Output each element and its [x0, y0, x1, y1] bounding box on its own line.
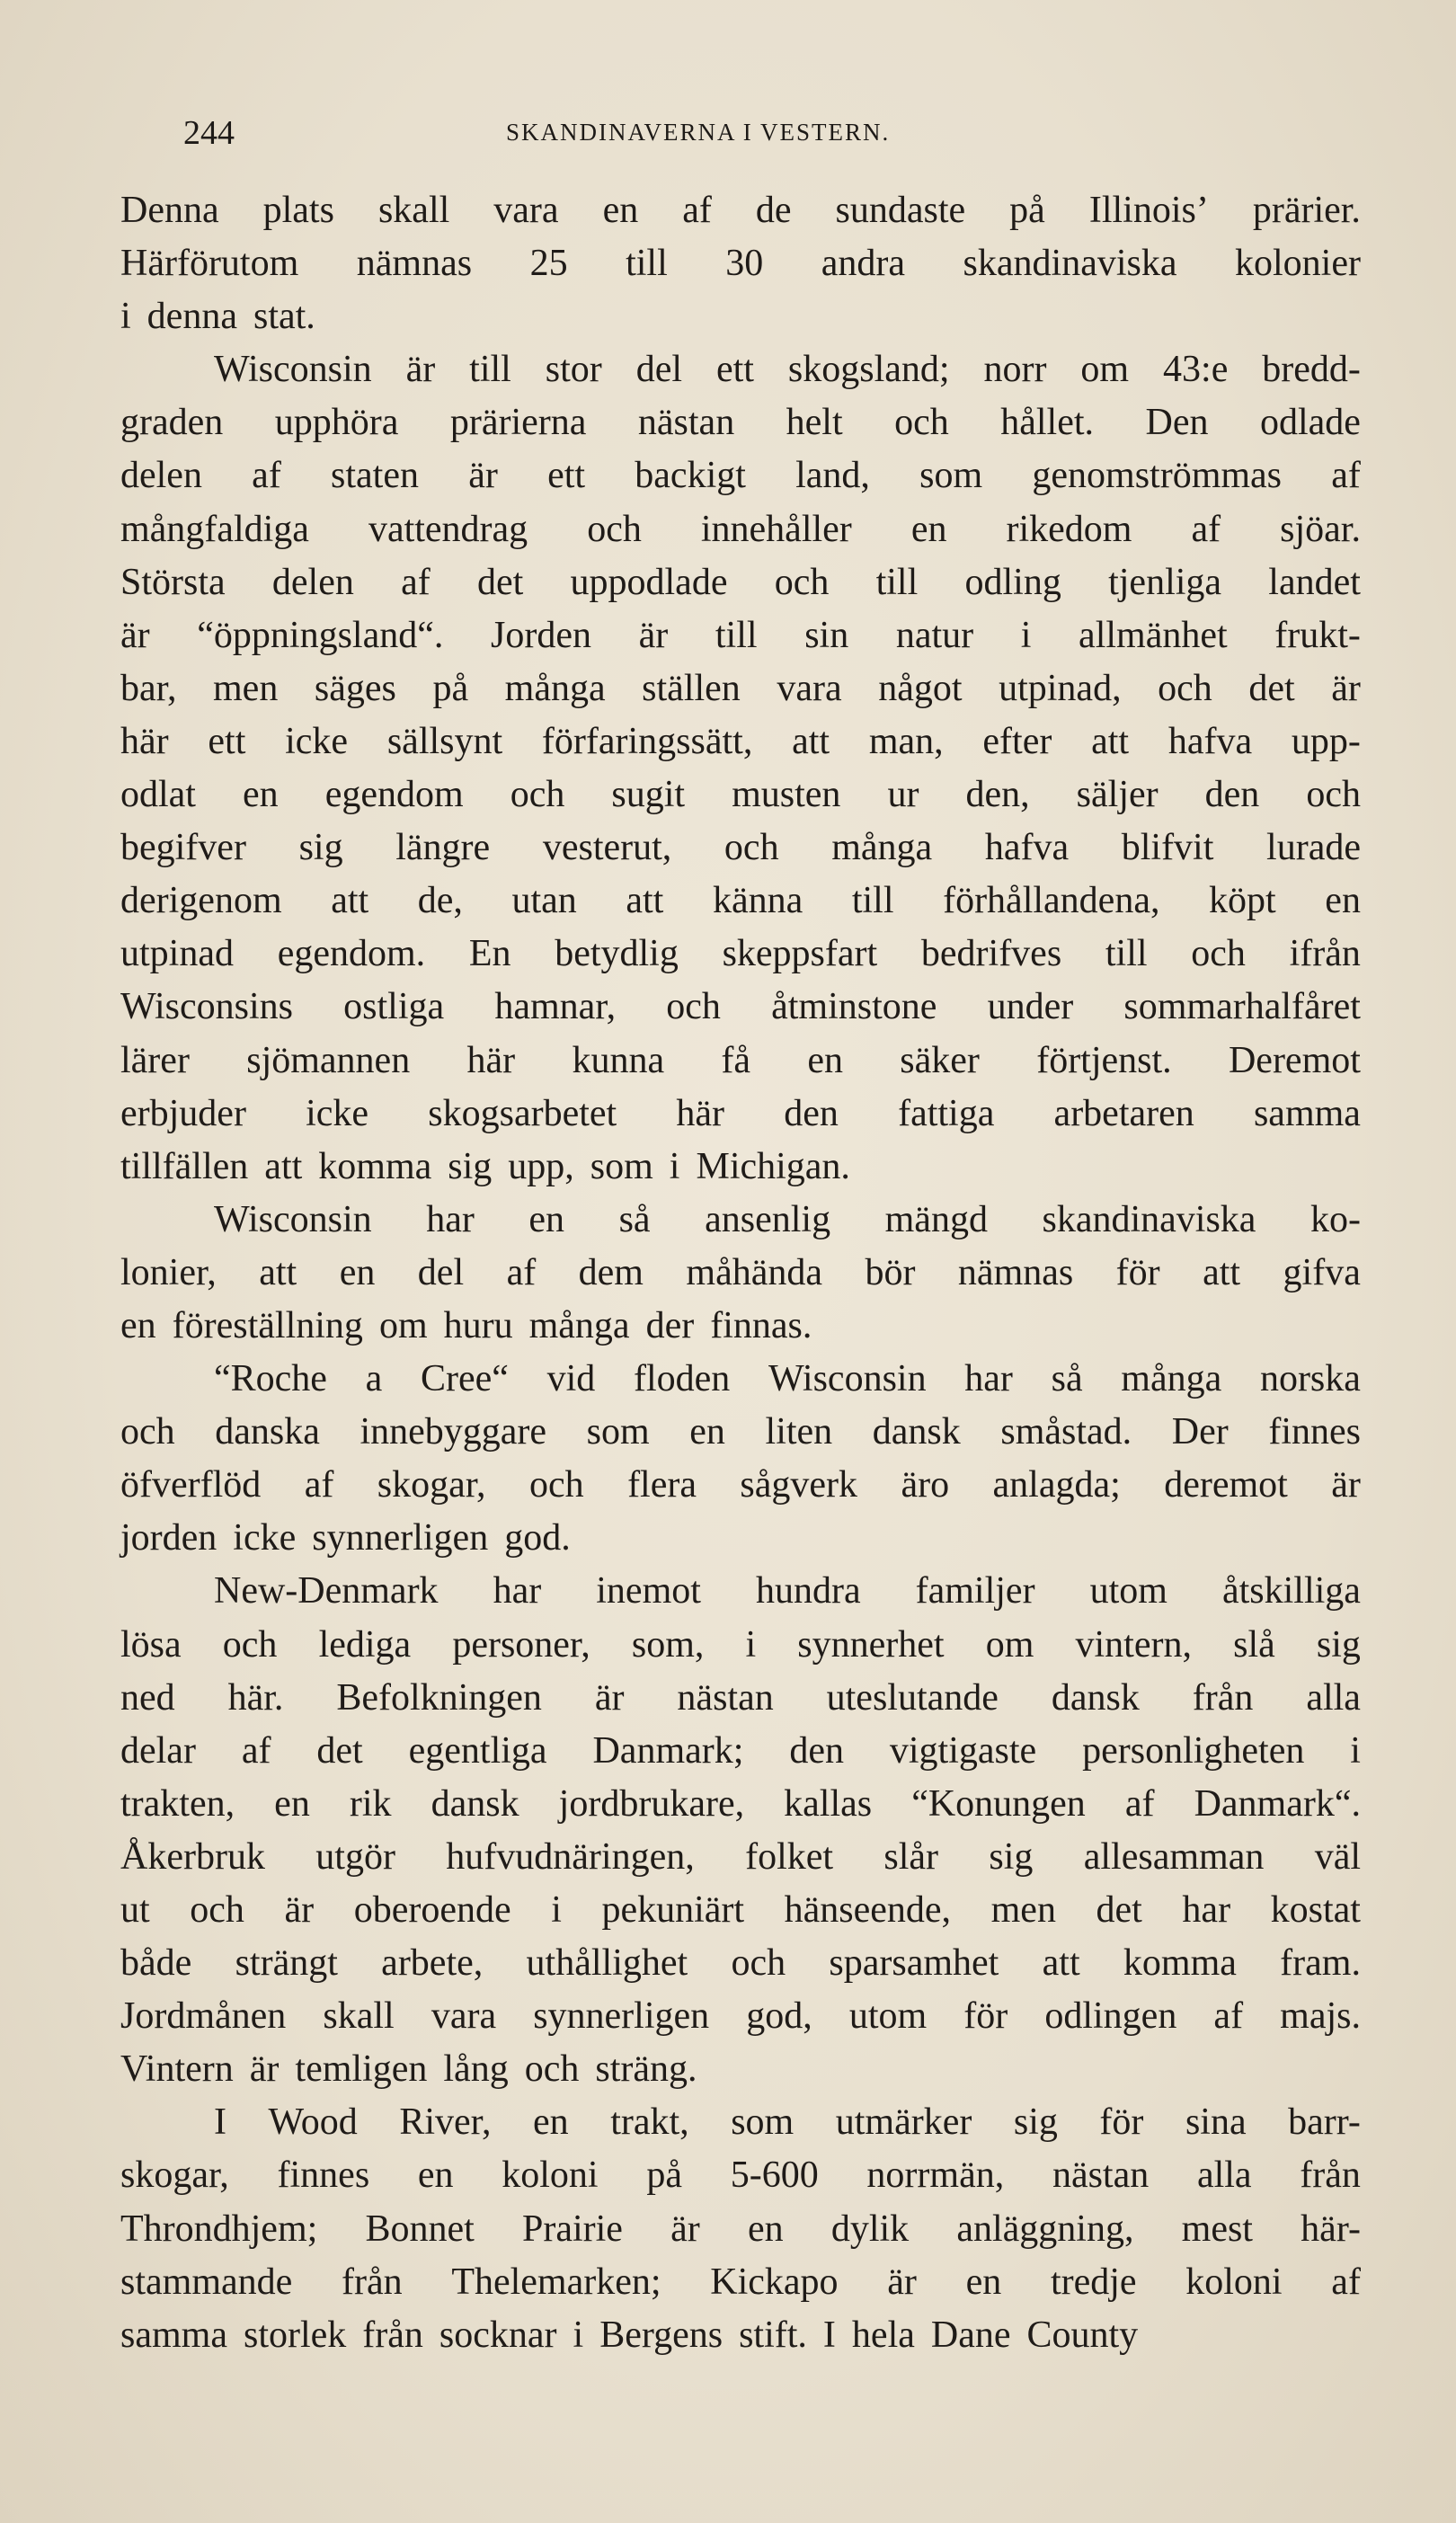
text-line: derigenom att de, utan att känna till förhållandena, köpt en — [120, 880, 1361, 922]
paragraph — [120, 2096, 1361, 2361]
text-line: I Wood River, en trakt, som utmärker sig för sina barr- — [214, 2101, 1361, 2144]
text-line: tillfällen att komma sig upp, som i Michigan. — [120, 1145, 850, 1187]
text-line: Vintern är temligen lång och sträng. — [120, 2048, 697, 2091]
text-line: är “öppningsland“. Jorden är till sin natur i allmänhet frukt- — [120, 614, 1361, 656]
text-line: New-Denmark har inemot hundra familjer utom åtskilliga — [214, 1570, 1361, 1612]
text-line: delen af staten är ett backigt land, som genomströmmas af — [120, 455, 1361, 497]
text-line: Åkerbruk utgör hufvudnäringen, folket slår sig allesamman väl — [120, 1835, 1361, 1878]
paragraph — [120, 184, 1361, 343]
text-line: “Roche a Cree“ vid floden Wisconsin har så många norska — [214, 1358, 1361, 1400]
text-line: en föreställning om huru många der finnas. — [120, 1304, 812, 1346]
text-line: jorden icke synnerligen god. — [120, 1517, 571, 1559]
text-line: Denna plats skall vara en af de sundaste på Illinois’ prärier. — [120, 190, 1361, 231]
text-line: både strängt arbete, uthållighet och sparsamhet att komma fram. — [120, 1942, 1361, 1985]
text-line: här ett icke sällsynt förfaringssätt, att man, efter att hafva upp- — [120, 720, 1361, 762]
text-line: trakten, en rik dansk jordbrukare, kallas “Konungen af Danmark“. — [120, 1782, 1361, 1825]
text-line: utpinad egendom. En betydlig skeppsfart bedrifves till och ifrån — [120, 933, 1361, 975]
text-line: Härförutom nämnas 25 till 30 andra skandinaviska kolonier — [120, 243, 1361, 285]
paragraph — [120, 1565, 1361, 2096]
text-line: lonier, att en del af dem måhända bör nämnas för att gifva — [120, 1251, 1361, 1293]
paragraph — [120, 343, 1361, 1194]
text-line: odlat en egendom och sugit musten ur den, säljer den och — [120, 774, 1361, 816]
text-line: Wisconsin är till stor del ett skogsland; norr om 43:e bredd- — [214, 349, 1361, 391]
paragraph — [120, 1353, 1361, 1565]
text-line: i denna stat. — [120, 296, 315, 338]
text-line: skogar, finnes en koloni på 5-600 norrmän, nästan alla från — [120, 2154, 1361, 2197]
text-line: delar af det egentliga Danmark; den vigtigaste personligheten i — [120, 1729, 1361, 1772]
text-line: och danska innebyggare som en liten dansk småstad. Der finnes — [120, 1411, 1361, 1453]
text-line: Wisconsin har en så ansenlig mängd skandinaviska ko- — [214, 1198, 1361, 1240]
page-header — [126, 106, 1384, 160]
body-text — [120, 184, 1361, 2362]
text-line: Största delen af det uppodlade och till odling tjenliga landet — [120, 561, 1361, 603]
text-line: bar, men säges på många ställen vara något utpinad, och det är — [120, 667, 1361, 709]
text-line: Wisconsins ostliga hamnar, och åtminstone under sommarhalfåret — [120, 986, 1361, 1028]
text-line: stammande från Thelemarken; Kickapo är en tredje koloni af — [120, 2261, 1361, 2303]
text-line: ned här. Befolkningen är nästan uteslutande dansk från alla — [120, 1676, 1361, 1719]
text-line: lärer sjömannen här kunna få en säker förtjenst. Deremot — [120, 1039, 1361, 1081]
text-line: mångfaldiga vattendrag och innehåller en rikedom af sjöar. — [120, 508, 1361, 550]
text-line: Jordmånen skall vara synnerligen god, utom för odlingen af majs. — [120, 1995, 1361, 2038]
running-head: SKANDINAVERNA I VESTERN. — [506, 119, 891, 146]
paragraph — [120, 1194, 1361, 1353]
text-line: erbjuder icke skogsarbetet här den fattiga arbetaren samma — [120, 1092, 1361, 1134]
text-line: samma storlek från socknar i Bergens stift. I hela Dane County — [120, 2314, 1139, 2356]
text-line: begifver sig längre vesterut, och många hafva blifvit lurade — [120, 827, 1361, 869]
text-line: öfverflöd af skogar, och flera sågverk äro anlagda; deremot är — [120, 1464, 1361, 1506]
text-line: Throndhjem; Bonnet Prairie är en dylik anläggning, mest här- — [120, 2208, 1361, 2250]
page-number: 244 — [183, 114, 235, 152]
text-line: graden upphöra prärierna nästan helt och hållet. Den odlade — [120, 402, 1361, 444]
text-line: ut och är oberoende i pekuniärt hänseende, men det har kostat — [120, 1889, 1361, 1931]
text-line: lösa och lediga personer, som, i synnerhet om vintern, slå sig — [120, 1623, 1361, 1666]
